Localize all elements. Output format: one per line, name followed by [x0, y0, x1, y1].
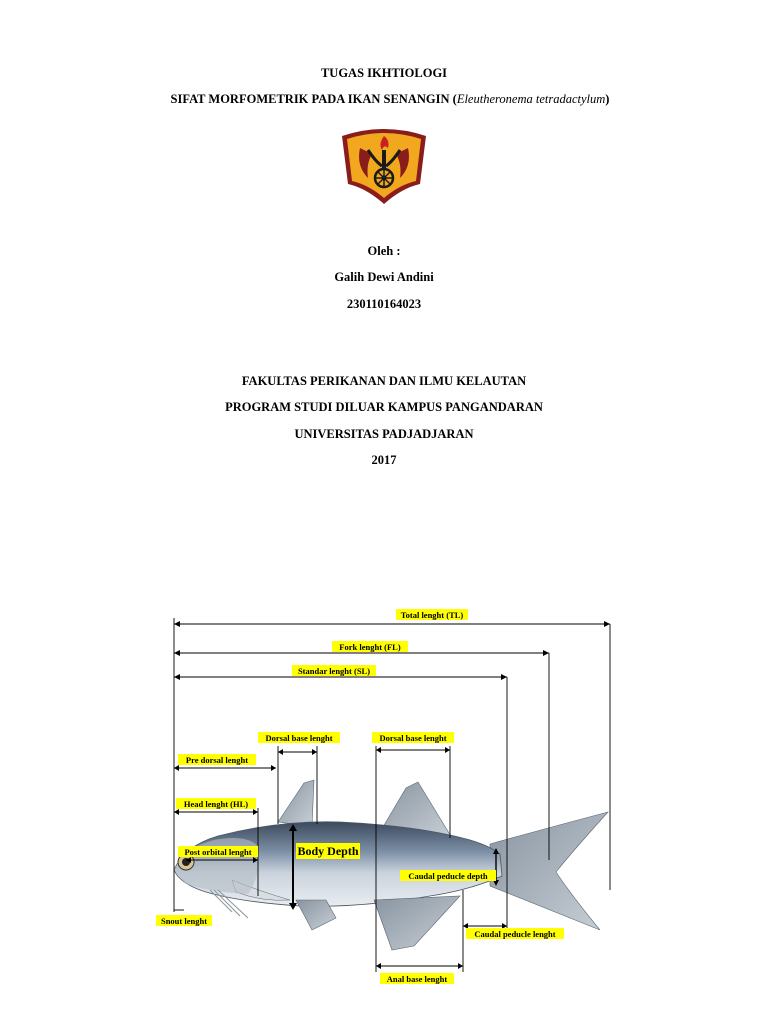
- label-post-orbital: [178, 846, 258, 857]
- svg-text:Standar lenght (SL): Standar lenght (SL): [297, 666, 371, 676]
- subtitle-main: SIFAT MORFOMETRIK PADA IKAN SENANGIN: [170, 92, 450, 106]
- svg-text:Anal base lenght: Anal base lenght: [386, 974, 448, 984]
- svg-text:Total lenght (TL): Total lenght (TL): [400, 610, 464, 620]
- label-head-length: [176, 798, 256, 809]
- page-title: TUGAS IKHTIOLOGI: [320, 66, 448, 80]
- svg-text:Dorsal base lenght: Dorsal base lenght: [265, 733, 333, 743]
- label-dorsal-base-2: [372, 732, 454, 743]
- university-logo: [338, 126, 430, 206]
- author-name: Galih Dewi Andini: [334, 270, 434, 284]
- svg-text:Body Depth: Body Depth: [297, 844, 359, 858]
- species-name: Eleutheronema tetradactylum: [456, 92, 606, 106]
- label-snout-length: [156, 915, 212, 926]
- faculty-name: FAKULTAS PERIKANAN DAN ILMU KELAUTAN: [241, 374, 527, 388]
- label-dorsal-base-1: [258, 732, 340, 743]
- label-caudal-peduncle-length: [466, 928, 564, 939]
- label-fork-length: [332, 641, 408, 652]
- svg-text:Caudal peducle lenght: Caudal peducle lenght: [474, 929, 556, 939]
- svg-text:Fork lenght (FL): Fork lenght (FL): [339, 642, 401, 652]
- svg-text:Head lenght (HL): Head lenght (HL): [183, 799, 249, 809]
- year: 2017: [371, 453, 397, 467]
- fish-morphometric-diagram: [0, 600, 768, 1000]
- label-caudal-peduncle-depth: [400, 870, 496, 881]
- label-body-depth: [296, 843, 360, 859]
- svg-text:Dorsal base lenght: Dorsal base lenght: [379, 733, 447, 743]
- svg-text:Caudal peducle depth: Caudal peducle depth: [408, 871, 488, 881]
- label-standard-length: [292, 665, 376, 676]
- label-anal-base-length: [380, 973, 454, 984]
- svg-text:Pre dorsal lenght: Pre dorsal lenght: [185, 755, 249, 765]
- by-label: Oleh :: [367, 244, 401, 258]
- label-total-length: [396, 609, 468, 620]
- subtitle: SIFAT MORFOMETRIK PADA IKAN SENANGIN (Eleutheronema tetradactylum): [170, 92, 610, 106]
- program-name: PROGRAM STUDI DILUAR KAMPUS PANGANDARAN: [225, 400, 543, 414]
- svg-text:Post orbital lenght: Post orbital lenght: [184, 847, 252, 857]
- student-id: 230110164023: [346, 297, 422, 311]
- svg-text:Snout lenght: Snout lenght: [160, 916, 208, 926]
- university-name: UNIVERSITAS PADJADJARAN: [294, 427, 474, 441]
- label-pre-dorsal: [178, 754, 256, 765]
